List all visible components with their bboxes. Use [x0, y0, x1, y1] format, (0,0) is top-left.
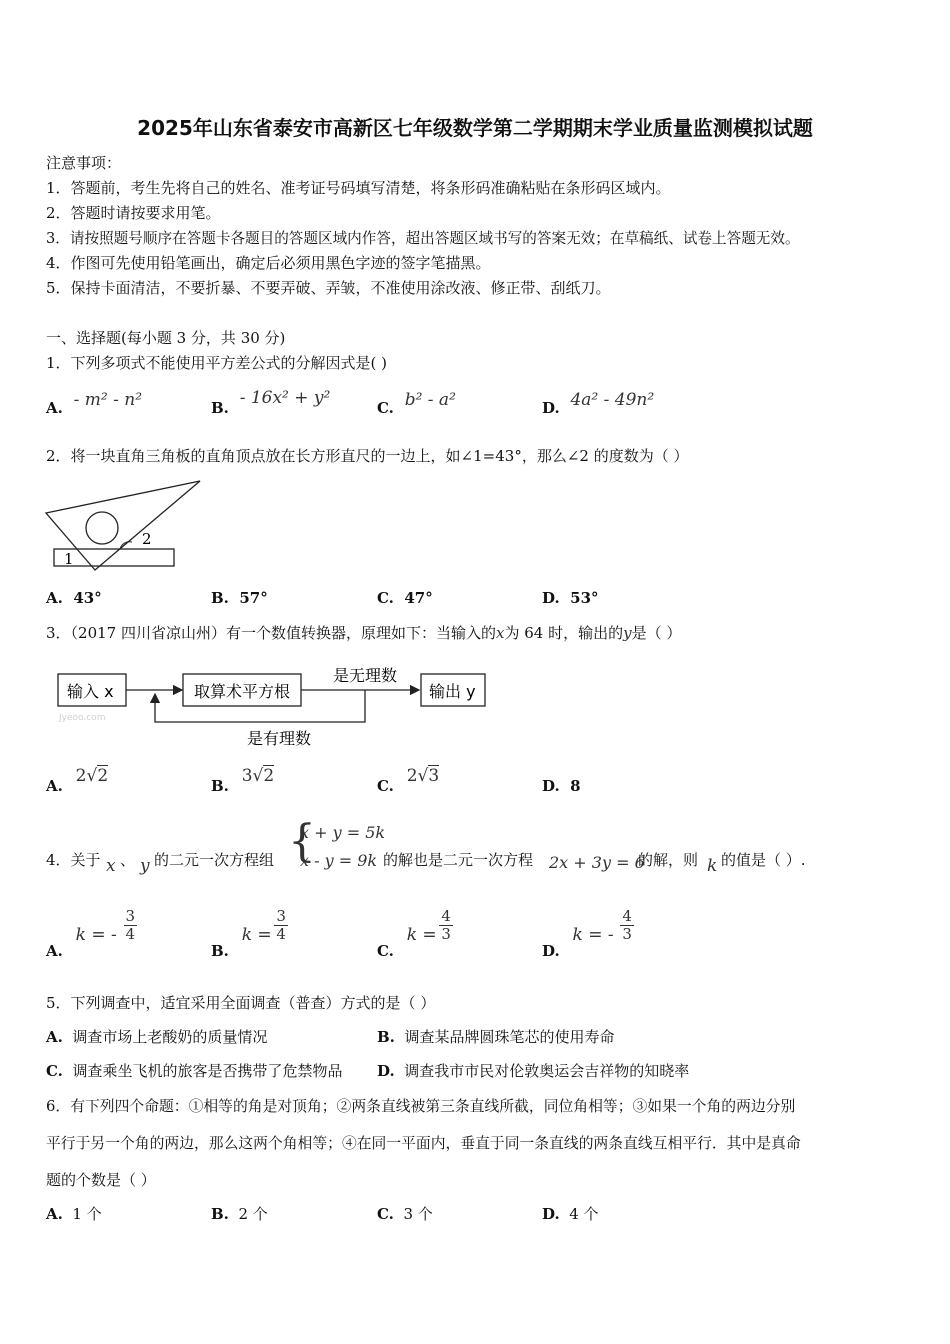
option-label: B.: [211, 399, 229, 417]
q3-option-d[interactable]: [542, 777, 581, 795]
q3-stem-part: 为 64 时，输出的: [504, 624, 624, 642]
option-lhs: k =: [406, 924, 437, 945]
q4-suffix: 的值是（ ）.: [721, 851, 806, 869]
watermark: Jyeoo.com: [59, 713, 106, 723]
option-label: A.: [46, 1205, 63, 1223]
q6-option-c[interactable]: [377, 1203, 433, 1224]
option-text: 53°: [570, 589, 599, 607]
q4-separator: 、: [120, 851, 136, 869]
option-label: B.: [377, 1028, 395, 1046]
option-label: C.: [377, 1205, 394, 1223]
sqrt-icon: √: [86, 766, 98, 786]
option-label: D.: [377, 1062, 395, 1080]
notice-item-5: 5．保持卡面清洁，不要折暴、不要弄破、弄皱，不准使用涂改液、修正带、刮纸刀。: [46, 279, 611, 297]
denominator: 4: [276, 925, 286, 943]
var-x: x: [496, 624, 505, 642]
angle-2-label: 2: [142, 530, 152, 548]
output-label: 输出 y: [429, 682, 476, 701]
q5-option-a[interactable]: [46, 1026, 267, 1047]
q3-stem: [46, 622, 681, 643]
option-lhs: k =: [241, 924, 272, 945]
option-text: 调查市场上老酸奶的质量情况: [72, 1028, 268, 1046]
option-text: 调查某品牌圆珠笔芯的使用寿命: [404, 1028, 615, 1046]
q4-option-b[interactable]: [211, 907, 288, 960]
notice-heading: 注意事项：: [46, 154, 122, 172]
option-label: D.: [542, 941, 560, 960]
numerator: 4: [622, 907, 632, 925]
q4-option-c[interactable]: [377, 907, 453, 960]
option-lhs: k = -: [572, 924, 614, 945]
option-label: B.: [211, 589, 229, 607]
radicand: 2: [263, 766, 275, 786]
option-text: 47°: [404, 589, 433, 607]
option-expression: - 16x² + y²: [239, 388, 331, 408]
q1-option-a[interactable]: [46, 390, 143, 418]
angle-1-label: 1: [64, 550, 74, 568]
notice-item-3: 3．请按照题号顺序在答题卡各题目的答题区域内作答，超出答题区域书写的答案无效；在草稿纸、试卷上答题无效。: [46, 230, 800, 247]
q4-mid: 的二元一次方程组: [154, 851, 275, 869]
q3-option-b[interactable]: [211, 766, 275, 796]
q3-stem-part: 3．（2017 四川省凉山州）有一个数值转换器，原理如下：当输入的: [46, 624, 496, 642]
q5-option-b[interactable]: [377, 1026, 614, 1047]
denominator: 3: [622, 925, 632, 943]
q6-option-b[interactable]: [211, 1203, 268, 1224]
option-label: C.: [377, 589, 394, 607]
irrational-label: 是无理数: [333, 666, 398, 685]
q3-stem-part: 是（ ）: [631, 624, 682, 642]
q1-option-b[interactable]: [211, 388, 331, 418]
option-text: 57°: [239, 589, 268, 607]
numerator: 3: [125, 907, 136, 925]
option-expression: 4a² - 49n²: [570, 390, 655, 410]
radicand: 3: [428, 766, 440, 786]
q6-option-d[interactable]: [542, 1203, 599, 1224]
var-x: x: [106, 856, 116, 876]
coefficient: 2: [75, 766, 87, 786]
option-text: 8: [570, 777, 581, 795]
coefficient: 2: [406, 766, 418, 786]
sqrt-icon: √: [252, 766, 264, 786]
q4-equation-2: x - y = 9k: [300, 851, 378, 870]
var-y: y: [623, 624, 632, 642]
option-lhs: k = -: [75, 924, 117, 945]
notice-item-2: 2．答题时请按要求用笔。: [46, 204, 221, 222]
section-heading: 一、选择题(每小题 3 分，共 30 分): [46, 329, 286, 347]
q1-stem: 1．下列多项式不能使用平方差公式的分解因式是( ): [46, 354, 388, 372]
q5-option-d[interactable]: [377, 1060, 689, 1081]
input-label: 输入 x: [67, 682, 114, 701]
q4-equation-1: x + y = 5k: [300, 823, 386, 842]
option-label: A.: [46, 1028, 63, 1046]
option-label: C.: [377, 777, 394, 795]
option-label: D.: [542, 589, 560, 607]
option-label: A.: [46, 941, 63, 960]
q2-option-d[interactable]: [542, 589, 599, 607]
notice-item-4: 4．作图可先使用铅笔画出，确定后必须用黑色字迹的签字笔描黑。: [46, 254, 491, 272]
q4-mid2: 的解也是二元一次方程: [383, 851, 534, 869]
q1-option-d[interactable]: [542, 390, 655, 418]
option-label: A.: [46, 399, 63, 417]
option-label: D.: [542, 777, 560, 795]
option-label: A.: [46, 589, 63, 607]
option-text: 1 个: [72, 1205, 102, 1223]
q4-mid3: 的解，则: [638, 851, 699, 869]
denominator: 3: [441, 925, 451, 943]
radicand: 2: [97, 766, 109, 786]
option-label: D.: [542, 1205, 560, 1223]
numerator: 4: [441, 907, 451, 925]
q3-option-c[interactable]: [377, 766, 440, 796]
q2-stem: 2．将一块直角三角板的直角顶点放在长方形直尺的一边上，如∠1=43°，那么∠2 的度数为（ ）: [46, 447, 689, 465]
option-expression: - m² - n²: [73, 390, 143, 410]
q6-option-a[interactable]: [46, 1203, 102, 1224]
var-y: y: [140, 856, 150, 876]
q6-stem-line-1: 6．有下列四个命题：①相等的角是对顶角；②两条直线被第三条直线所截，同位角相等；③如果一个角的两边分别: [46, 1098, 796, 1115]
q3-flowchart: [55, 660, 495, 752]
notice-item-1: 1．答题前，考生先将自己的姓名、准考证号码填写清楚，将条形码准确粘贴在条形码区域内。: [46, 179, 671, 197]
option-text: 3 个: [403, 1205, 433, 1223]
triangle-hole: [86, 512, 118, 544]
coefficient: 3: [241, 766, 253, 786]
option-text: 43°: [73, 589, 102, 607]
system-brace: {: [288, 816, 316, 867]
option-label: A.: [46, 777, 63, 795]
option-label: D.: [542, 399, 560, 417]
q6-stem-line-2: 平行于另一个角的两边，那么这两个角相等；④在同一平面内，垂直于同一条直线的两条直线互相平行．其中是真命: [46, 1135, 801, 1152]
var-k: k: [707, 856, 718, 876]
q4-option-d[interactable]: [542, 907, 634, 960]
option-label: C.: [377, 399, 394, 417]
option-text: 调查乘坐飞机的旅客是否携带了危禁物品: [72, 1062, 343, 1080]
option-expression: b² - a²: [404, 390, 456, 410]
q5-stem: 5．下列调查中，适宜采用全面调查（普查）方式的是（ ）: [46, 994, 436, 1012]
q4-prefix: 4．关于: [46, 851, 101, 869]
option-label: B.: [211, 1205, 229, 1223]
process-label: 取算术平方根: [194, 682, 291, 701]
q2-figure: [40, 476, 210, 572]
q3-option-a[interactable]: [46, 766, 109, 796]
numerator: 3: [276, 907, 286, 925]
option-text: 4 个: [569, 1205, 599, 1223]
rational-label: 是有理数: [247, 729, 312, 748]
q2-option-a[interactable]: [46, 589, 102, 607]
q6-stem-line-3: 题的个数是（ ）: [46, 1171, 156, 1189]
page-title: 2025年山东省泰安市高新区七年级数学第二学期期末学业质量监测模拟试题: [137, 116, 813, 140]
denominator: 4: [125, 925, 136, 943]
option-label: B.: [211, 777, 229, 795]
q2-option-c[interactable]: [377, 589, 433, 607]
option-label: C.: [377, 941, 394, 960]
q4-option-a[interactable]: [46, 907, 137, 960]
sqrt-icon: √: [417, 766, 429, 786]
q2-option-b[interactable]: [211, 589, 268, 607]
q5-option-c[interactable]: [46, 1060, 342, 1081]
option-label: C.: [46, 1062, 63, 1080]
option-text: 2 个: [238, 1205, 268, 1223]
option-text: 调查我市市民对伦敦奥运会吉祥物的知晓率: [404, 1062, 690, 1080]
q1-option-c[interactable]: [377, 390, 456, 418]
option-label: B.: [211, 941, 229, 960]
q4-equation-3: 2x + 3y = 6: [549, 853, 645, 872]
